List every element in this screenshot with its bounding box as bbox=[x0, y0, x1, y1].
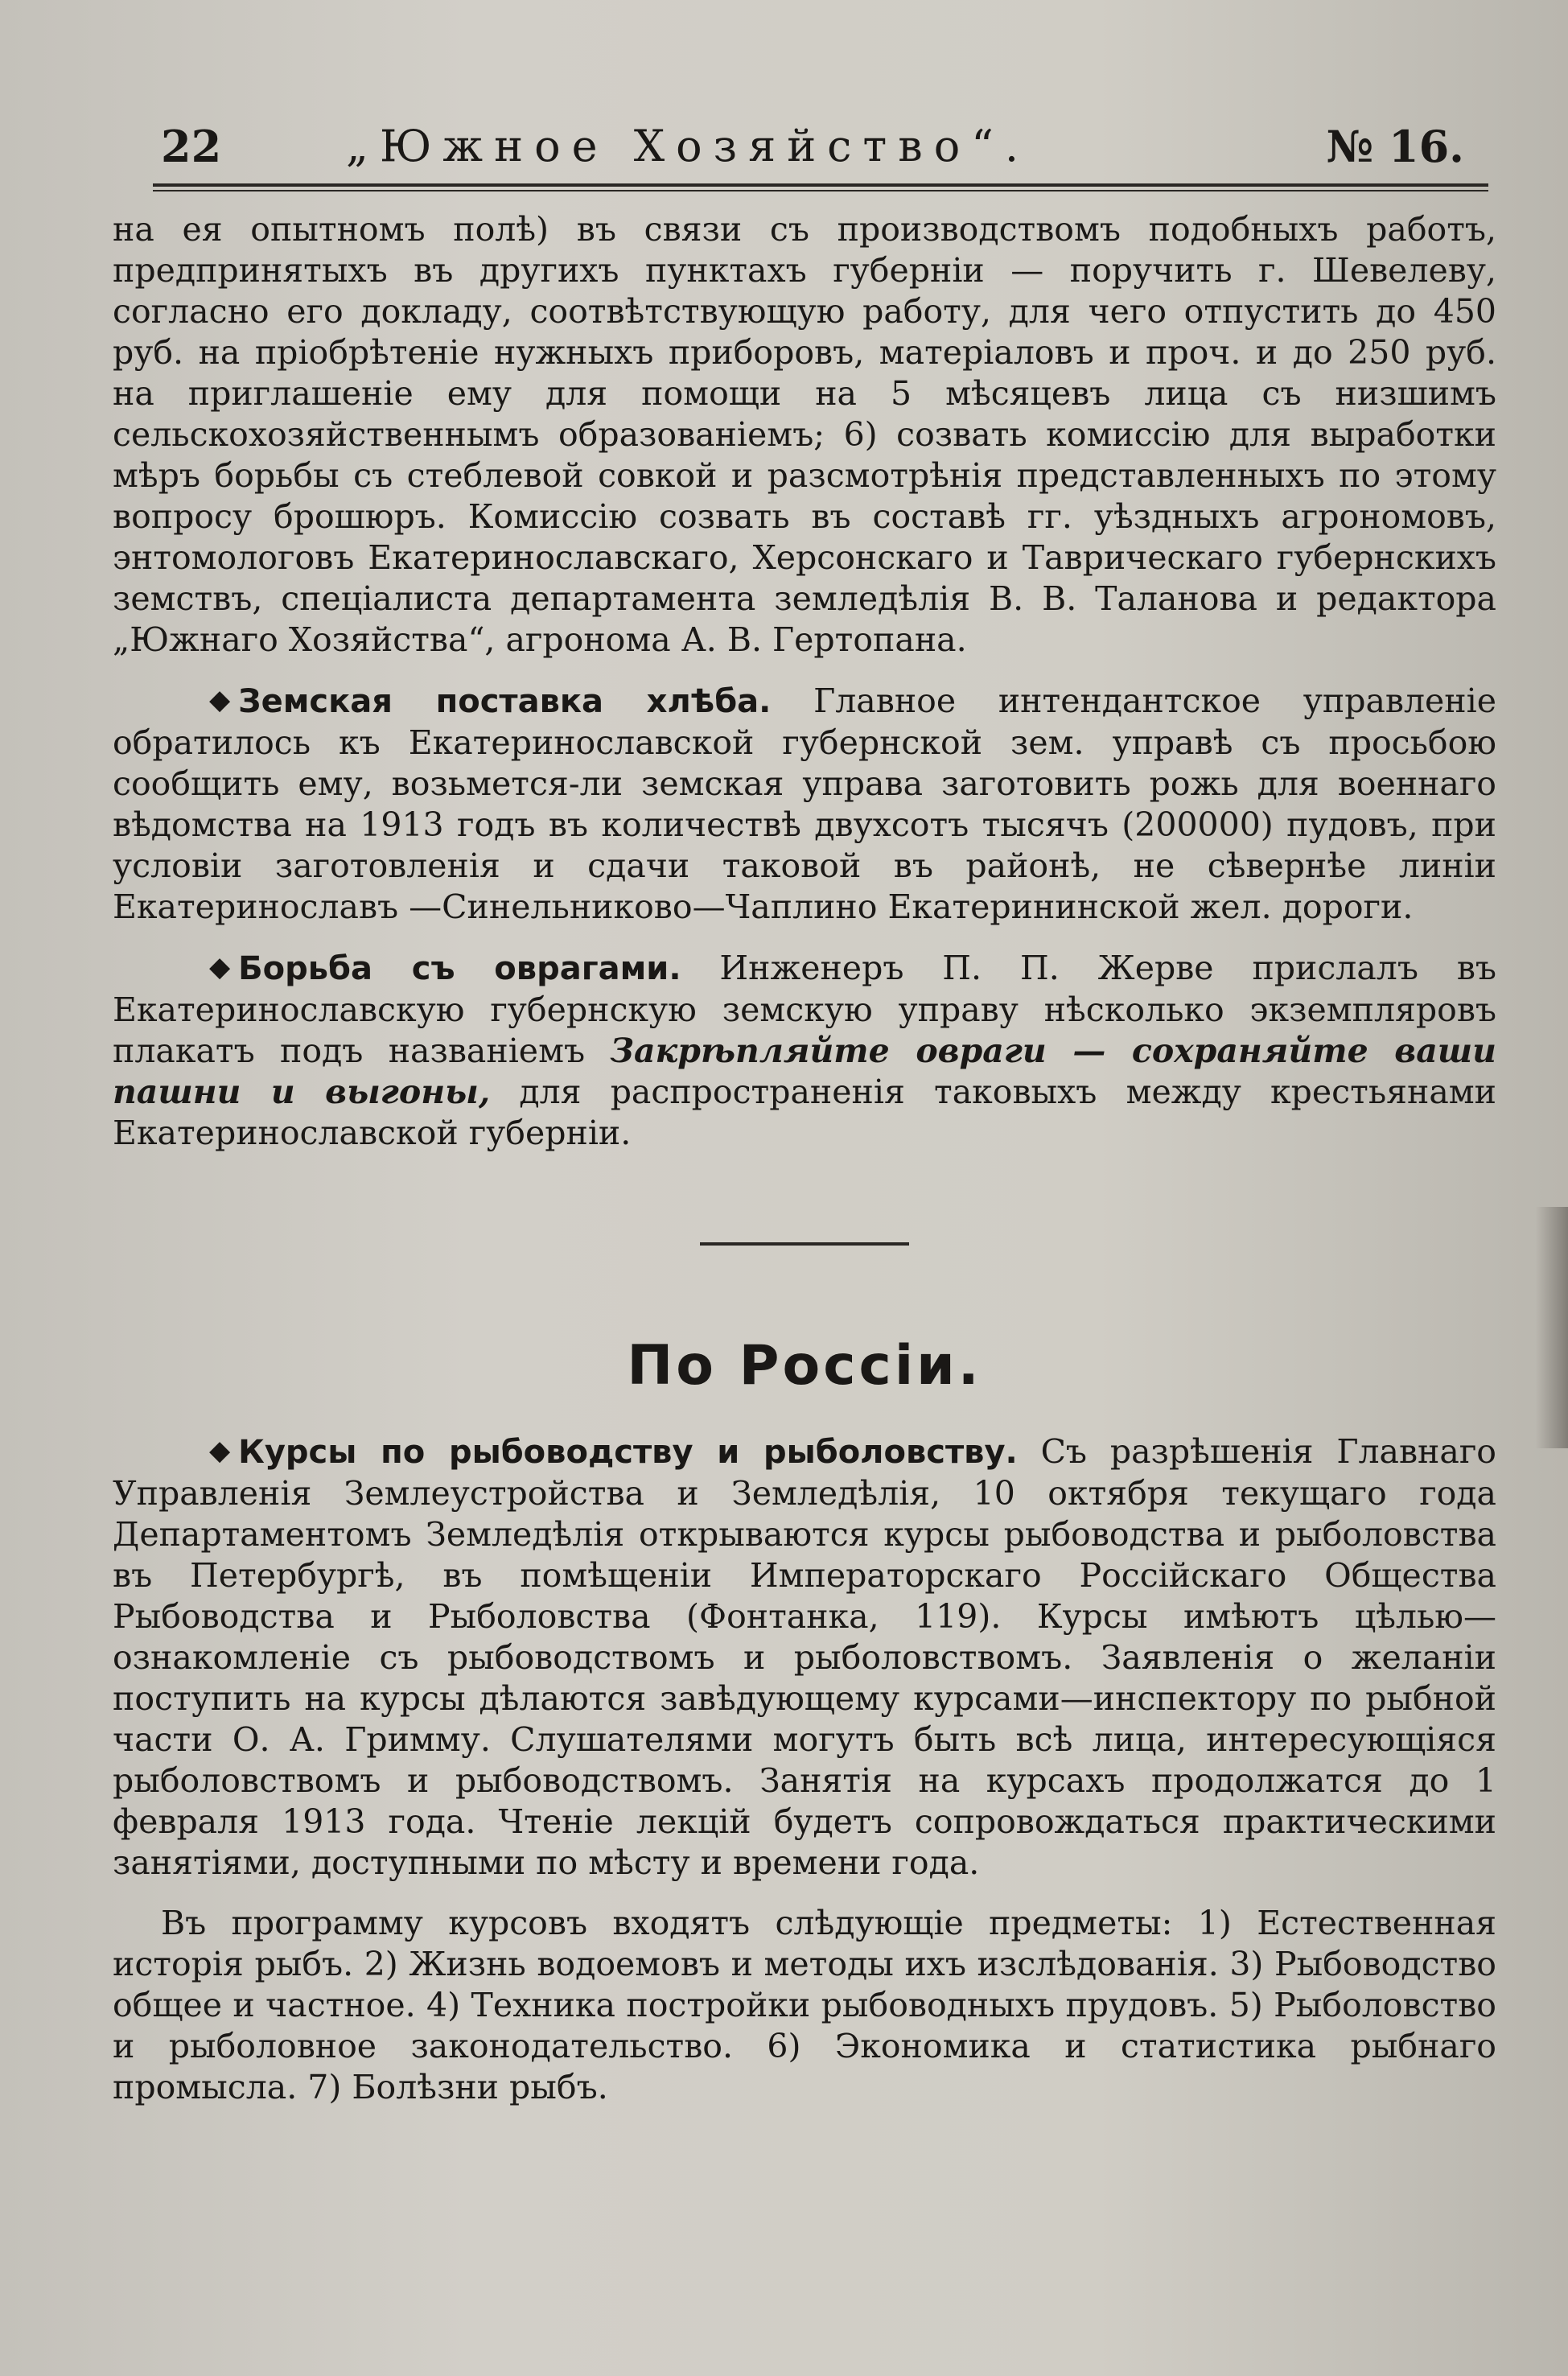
poster-title: Закрѣпляйте овраги — сохраняйте ваши пашни и выгоны, bbox=[113, 1032, 1496, 1111]
header-rule bbox=[153, 183, 1488, 187]
paragraph-text-grain-supply: Главное интендантское управленіе обратилось къ Екатеринославской губернской зем. управѣ съ просьбою сообщить ему, возьмется-ли земская управа заготовить рожь для военнаго вѣдомства на 1913 годъ въ количествѣ двухсотъ тысячъ (200000) пудовъ, при условіи заготовленія и сдачи таковой въ районѣ, не сѣвернѣе линіи Екатеринославъ —Синельниково—Чаплино Екатерининской жел. дороги. bbox=[113, 682, 1497, 926]
paragraph-ravines bbox=[113, 947, 1496, 1154]
header-rule-thin bbox=[153, 190, 1488, 191]
diamond-bullet-icon: ◆ bbox=[209, 684, 231, 716]
paragraph-continuation: на ея опытномъ полѣ) въ связи съ производствомъ подобныхъ работъ, предпринятыхъ въ другихъ пунктахъ губерніи — поручить г. Шевелеву, согласно его докладу, соотвѣтствующую работу, для чего отпустить до 450 руб. на пріобрѣтеніе нужныхъ приборовъ, матеріаловъ и проч. и до 250 руб. на приглашеніе ему для помощи на 5 мѣсяцевъ лица съ низшимъ сельскохозяйственнымъ образованіемъ; 6) созвать комиссію для выработки мѣръ борьбы съ стеблевой совкой и разсмотрѣнія представленныхъ по этому вопросу брошюръ. Комиссію созвать въ составѣ гг. уѣздныхъ агрономовъ, энтомологовъ Екатеринославскаго, Херсонскаго и Таврическаго губернскихъ земствъ, спеціалиста департамента земледѣлія В. В. Таланова и редактора „Южнаго Хозяйства“, агронома А. В. Гертопана. bbox=[113, 210, 1496, 659]
page-edge-shadow bbox=[1536, 1207, 1568, 1448]
paragraph-text-ravines-a: Инженеръ П. П. Жерве прислалъ въ Екатеринославскую губернскую земскую управу нѣсколько экземпляровъ плакатъ подъ названіемъ bbox=[113, 949, 1496, 1070]
section-divider bbox=[700, 1242, 909, 1246]
paragraph-text-fish-courses: Съ разрѣшенія Главнаго Управленія Землеустройства и Земледѣлія, 10 октября текущаго года Департаментомъ Земледѣлія открываются курсы рыбоводства и рыболовства въ Петербургѣ, въ помѣщеніи Императорскаго Россійскаго Общества Рыбоводства и Рыболовства (Фонтанка, 119). Курсы имѣютъ цѣлью—ознакомленіе съ рыбоводствомъ и рыболовствомъ. Заявленія о желаніи поступить на курсы дѣлаются завѣдующему курсами—инспектору по рыбной части О. А. Гримму. Слушателями могутъ быть всѣ лица, интересующіяся рыболовствомъ и рыбоводствомъ. Занятія на курсахъ продолжатся до 1 февраля 1913 года. Чтеніе лекцій будетъ сопровождаться практическими занятіями, доступными по мѣсту и времени года. bbox=[113, 1432, 1496, 1882]
diamond-bullet-icon: ◆ bbox=[209, 951, 231, 983]
paragraph-fish-courses bbox=[113, 1431, 1496, 1884]
page-number: 22 bbox=[161, 121, 222, 172]
article-body bbox=[113, 209, 1496, 2127]
paragraph-lead-fish-courses: Курсы по рыбоводству и рыболовству. bbox=[238, 1434, 1018, 1471]
paragraph-lead-ravines: Борьба съ оврагами. bbox=[238, 950, 681, 987]
journal-title: „Южное Хозяйство“. bbox=[346, 121, 1030, 171]
issue-number: № 16. bbox=[1326, 121, 1464, 172]
page-header bbox=[153, 121, 1464, 177]
section-heading: По Россіи. bbox=[627, 1334, 982, 1398]
diamond-bullet-icon: ◆ bbox=[209, 1435, 231, 1467]
paragraph-lead-grain-supply: Земская поставка хлѣба. bbox=[238, 683, 772, 720]
paragraph-grain-supply bbox=[113, 680, 1496, 928]
paragraph-text-ravines-b: для распространенія таковыхъ между крестьянами Екатеринославской губерніи. bbox=[113, 1073, 1496, 1152]
paragraph-program: Въ программу курсовъ входятъ слѣдующіе предметы: 1) Естественная исторія рыбъ. 2) Жизнь водоемовъ и методы ихъ изслѣдованія. 3) Рыбоводство общее и частное. 4) Техника постройки рыбоводныхъ прудовъ. 5) Рыболовство и рыболовное законодательство. 6) Экономика и статистика рыбнаго промысла. 7) Болѣзни рыбъ. bbox=[113, 1904, 1496, 2106]
